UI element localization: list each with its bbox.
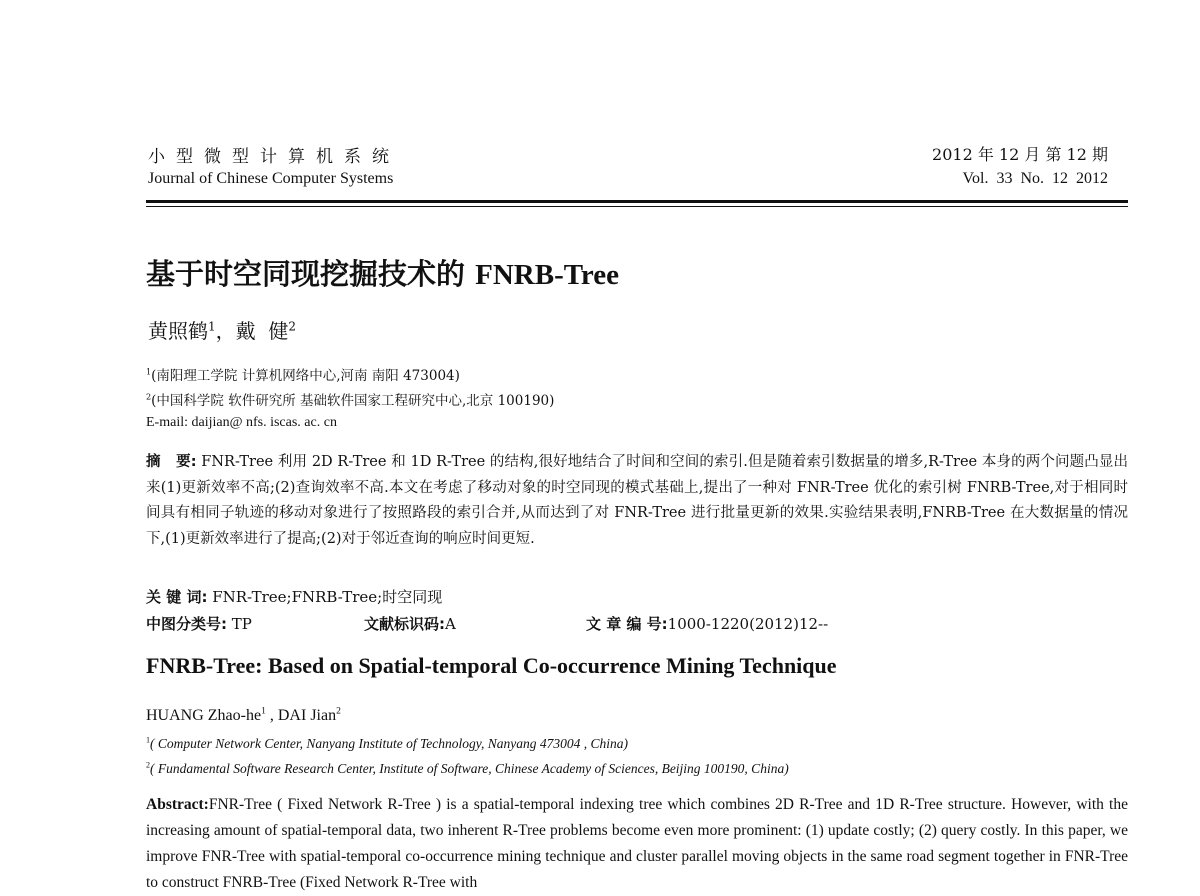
author-name: 黄照鹤: [148, 319, 208, 343]
abstract-chinese-label: 摘 要:: [146, 454, 197, 470]
article-number-value: 1000-1220(2012)12--: [667, 615, 829, 633]
document-code-value: A: [445, 615, 456, 633]
affiliation-text: (南阳理工学院 计算机网络中心,河南 南阳 473004): [151, 368, 460, 384]
affiliation-english: [146, 761, 789, 777]
clc-value: TP: [231, 615, 252, 633]
abstract-chinese: [146, 450, 1128, 552]
journal-name-chinese: 小型微型计算机系统: [148, 147, 400, 167]
author-affiliation-marker: 1: [261, 705, 266, 717]
abstract-english-label: Abstract:: [146, 796, 209, 813]
document-code-label: 文献标识码:: [364, 615, 445, 633]
affiliation-marker: 2: [146, 391, 152, 402]
affiliation-english: [146, 736, 628, 752]
affiliation-text: (中国科学院 软件研究所 基础软件国家工程研究中心,北京 100190): [151, 393, 555, 409]
article-number-label: 文 章 编 号:: [586, 615, 668, 633]
header-rule-thick: [146, 200, 1128, 203]
authors-english: [146, 707, 341, 725]
author-name: 戴 健: [235, 319, 289, 343]
clc-number: [146, 613, 252, 634]
abstract-english: [146, 792, 1128, 896]
title-chinese-latin: FNRB-Tree: [475, 259, 620, 291]
clc-label: 中图分类号:: [146, 615, 227, 633]
author-affiliation-marker: 2: [336, 705, 341, 717]
journal-name-english: Journal of Chinese Computer Systems: [148, 170, 394, 187]
affiliation-text: ( Fundamental Software Research Center, Institute of Software, Chinese Academy of Sciences, Beijing 100190, China): [150, 761, 789, 776]
contact-email: E-mail: daijian@ nfs. iscas. ac. cn: [146, 415, 337, 430]
author-name: HUANG Zhao-he: [146, 707, 262, 724]
abstract-chinese-text: FNR-Tree 利用 2D R-Tree 和 1D R-Tree 的结构,很好地结合了时间和空间的索引.但是随着索引数据量的增多,R-Tree 本身的两个问题凸显出来(1)更新效率不高;(2)查询效率不高.本文在考虑了移动对象的时空同现的模式基础上,提出了一种对 FNR-Tree 优化的索引树 FNRB-Tree,对于相同时间具有相同子轨迹的移动对象进行了按照路段的索引合并,从而达到了对 FNR-Tree 进行批量更新的效果.实验结果表明,FNRB-Tree 在大数据量的情况下,(1)更新效率进行了提高;(2)对于邻近查询的响应时间更短.: [146, 454, 1128, 547]
abstract-english-text: FNR-Tree ( Fixed Network R-Tree ) is a spatial-temporal indexing tree which combines 2D R-Tree and 1D R-Tree structure. However, with the increasing amount of spatial-temporal data, two inherent R-Tree problems become even more prominent: (1) update costly; (2) query costly. In this paper, we improve FNR-Tree with spatial-temporal co-occurrence mining technique and cluster parallel moving objects in the same road segment together in FNR-Tree to construct FNRB-Tree (Fixed Network R-Tree with: [146, 796, 1128, 891]
header-rule-thin: [146, 206, 1128, 207]
title-chinese-text: 基于时空同现挖掘技术的: [146, 257, 466, 291]
keywords-text: FNR-Tree;FNRB-Tree;时空同现: [212, 588, 443, 606]
keywords-row: [146, 586, 442, 607]
keywords-label: 关 键 词:: [146, 588, 208, 606]
affiliation-chinese: [146, 389, 554, 409]
author-separator: ,: [265, 707, 278, 724]
author-separator: ，: [215, 319, 236, 343]
document-code: [364, 613, 456, 634]
affiliation-marker: 2: [146, 760, 151, 770]
affiliation-chinese: [146, 364, 460, 384]
article-number: [586, 613, 828, 634]
authors-chinese: [148, 315, 296, 344]
author-affiliation-marker: 1: [208, 319, 216, 334]
article-title-english: FNRB-Tree: Based on Spatial-temporal Co-occurrence Mining Technique: [146, 653, 837, 678]
issue-volume-english: Vol. 33 No. 12 2012: [962, 170, 1108, 187]
affiliation-text: ( Computer Network Center, Nanyang Institute of Technology, Nanyang 473004 , China): [150, 736, 629, 751]
author-name: DAI Jian: [277, 707, 337, 724]
affiliation-marker: 1: [146, 366, 152, 377]
article-title-chinese: [146, 252, 619, 293]
author-affiliation-marker: 2: [288, 319, 296, 334]
affiliation-marker: 1: [146, 735, 151, 745]
issue-date-chinese: 2012 年 12 月 第 12 期: [932, 145, 1108, 164]
